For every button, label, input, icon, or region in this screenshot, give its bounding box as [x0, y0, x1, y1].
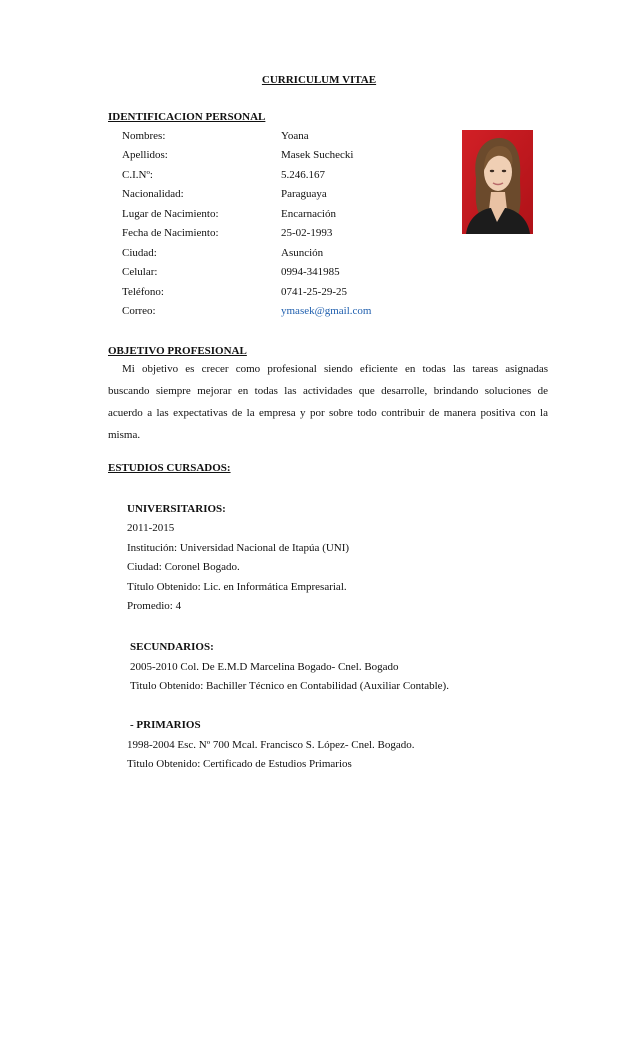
- field-label-apellidos: Apellidos:: [122, 149, 168, 161]
- secundarios-line-1: 2005-2010 Col. De E.M.D Marcelina Bogado- Cnel. Bogado: [130, 661, 399, 673]
- field-value-nacionalidad: Paraguaya: [281, 188, 327, 200]
- field-label-fecha-nacimiento: Fecha de Nacimiento:: [122, 227, 219, 239]
- email-link[interactable]: ymasek@gmail.com: [281, 305, 372, 317]
- field-label-correo: Correo:: [122, 305, 156, 317]
- subheading-universitarios: UNIVERSITARIOS:: [127, 503, 226, 515]
- primarios-line-1: 1998-2004 Esc. Nº 700 Mcal. Francisco S. López- Cnel. Bogado.: [127, 739, 415, 751]
- section-heading-objetivo: OBJETIVO PROFESIONAL: [108, 345, 247, 357]
- objetivo-paragraph: [108, 358, 548, 446]
- field-value-nombres: Yoana: [281, 130, 309, 142]
- section-heading-identificacion: IDENTIFICACION PERSONAL: [108, 111, 266, 123]
- field-label-telefono: Teléfono:: [122, 286, 164, 298]
- universitarios-line-2: Institución: Universidad Nacional de Itapúa (UNI): [127, 542, 350, 554]
- field-value-ciudad: Asunción: [281, 247, 324, 259]
- field-label-celular: Celular:: [122, 266, 158, 278]
- field-value-fecha-nacimiento: 25-02-1993: [281, 227, 333, 239]
- secundarios-line-2: Titulo Obtenido: Bachiller Técnico en Contabilidad (Auxiliar Contable).: [130, 680, 449, 692]
- field-label-ci: C.I.Nº:: [122, 169, 153, 181]
- field-label-nombres: Nombres:: [122, 130, 166, 142]
- universitarios-line-3: Ciudad: Coronel Bogado.: [127, 561, 240, 573]
- objetivo-line-4: misma.: [108, 429, 141, 441]
- field-label-ciudad: Ciudad:: [122, 247, 157, 259]
- field-value-lugar-nacimiento: Encarnación: [281, 208, 336, 220]
- document-title: CURRICULUM VITAE: [261, 74, 377, 86]
- field-value-telefono: 0741-25-29-25: [281, 286, 347, 298]
- primarios-line-2: Titulo Obtenido: Certificado de Estudios Primarios: [127, 758, 352, 770]
- universitarios-line-5: Promedio: 4: [127, 600, 182, 612]
- field-value-celular: 0994-341985: [281, 266, 340, 278]
- objetivo-line-3: acuerdo a las expectativas de la empresa y por sobre todo contribuir de manera positiva con la: [108, 407, 548, 419]
- profile-photo: [462, 130, 533, 234]
- objetivo-line-2: buscando siempre mejorar en todas las actividades que desarrolle, brindando soluciones de: [108, 385, 548, 397]
- universitarios-line-4: Título Obtenido: Lic. en Informática Empresarial.: [127, 581, 347, 593]
- field-label-lugar-nacimiento: Lugar de Nacimiento:: [122, 208, 219, 220]
- universitarios-line-1: 2011-2015: [127, 522, 175, 534]
- field-value-apellidos: Masek Suchecki: [281, 149, 354, 161]
- portrait-illustration: [462, 130, 533, 234]
- subheading-primarios: - PRIMARIOS: [130, 719, 201, 731]
- field-label-nacionalidad: Nacionalidad:: [122, 188, 184, 200]
- objetivo-line-1: Mi objetivo es crecer como profesional siendo eficiente en todas las tareas asignadas: [122, 363, 548, 375]
- section-heading-estudios: ESTUDIOS CURSADOS:: [108, 462, 231, 474]
- subheading-secundarios: SECUNDARIOS:: [130, 641, 214, 653]
- field-value-ci: 5.246.167: [281, 169, 325, 181]
